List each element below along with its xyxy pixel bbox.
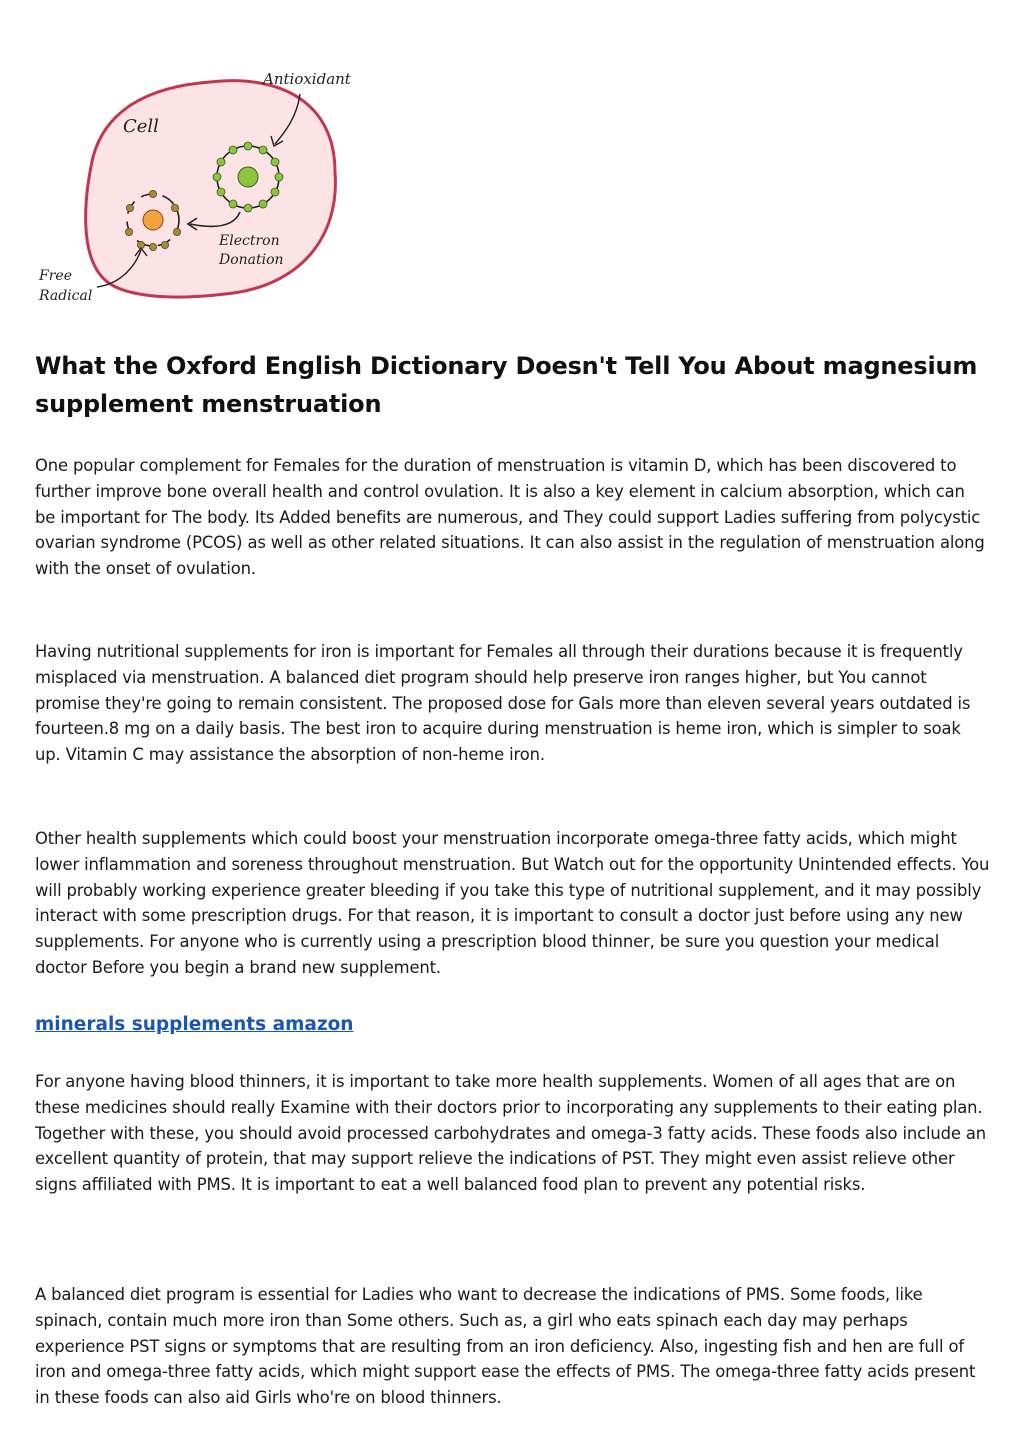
article-paragraph-1: One popular complement for Females for the duration of menstruation is vitamin D, which has been discovered to further improve bone overall health and control ovulation. It is also a key element in calcium absorption, which can be important for The body. Its Added benefits are numerous, and They could support Ladies suffering from polycystic ovarian syndrome (PCOS) as well as other related situations. It can also assist in the regulation of menstruation along with the onset of ovulation. [35,456,985,579]
antioxidant-label: Antioxidant [263,70,351,88]
free-radical-label-2: Radical [39,288,93,304]
free-radical-label-1: Free [39,268,72,284]
antioxidant-cell-illustration [35,62,380,317]
article-title: What the Oxford English Dictionary Doesn't Tell You About magnesium supplement menstruation [35,352,978,418]
electron-donation-label-1: Electron [219,233,280,249]
electron-donation-label-2: Donation [219,252,284,268]
cell-label: Cell [123,116,159,137]
article-paragraph-3: Other health supplements which could boost your menstruation incorporate omega-three fatty acids, which might lower inflammation and soreness throughout menstruation. But Watch out for the opportunity Unintended effects. You will probably working experience greater bleeding if you take this type of nutritional supplement, and it may possibly interact with some prescription drugs. For that reason, it is important to consult a doctor just before using any new supplements. For anyone who is currently using a prescription blood thinner, be sure you question your medical doctor Before you begin a brand new supplement. [35,829,990,977]
cell-membrane [86,81,336,297]
article-paragraph-4: For anyone having blood thinners, it is important to take more health supplements. Women of all ages that are on these medicines should really Examine with their doctors prior to incorporating any supplements to their eating plan. Together with these, you should avoid processed carbohydrates and omega-3 fatty acids. These foods also include an excellent quantity of protein, that may support relieve the indications of PST. They might even assist relieve other signs affiliated with PMS. It is important to eat a well balanced food plan to prevent any potential risks. [35,1072,987,1195]
article-paragraph-2: Having nutritional supplements for iron is important for Females all through their durations because it is frequently misplaced via menstruation. A balanced diet program should help preserve iron ranges higher, but You cannot promise they're going to remain consistent. The proposed dose for Gals more than eleven several years outdated is fourteen.8 mg on a daily basis. The best iron to acquire during menstruation is heme iron, which is simpler to soak up. Vitamin C may assistance the absorption of non-heme iron. [35,642,971,765]
article-paragraph-5: A balanced diet program is essential for Ladies who want to decrease the indications of PMS. Some foods, like spinach, contain much more iron than Some others. Such as, a girl who eats spinach each day may perhaps experience PST signs or symptoms that are resulting from an iron deficiency. Also, ingesting fish and hen are full of iron and omega-three fatty acids, which might support ease the effects of PMS. The omega-three fatty acids present in these foods can also aid Girls who're on blood thinners. [35,1285,976,1408]
minerals-supplements-link[interactable]: minerals supplements amazon [35,1014,354,1035]
